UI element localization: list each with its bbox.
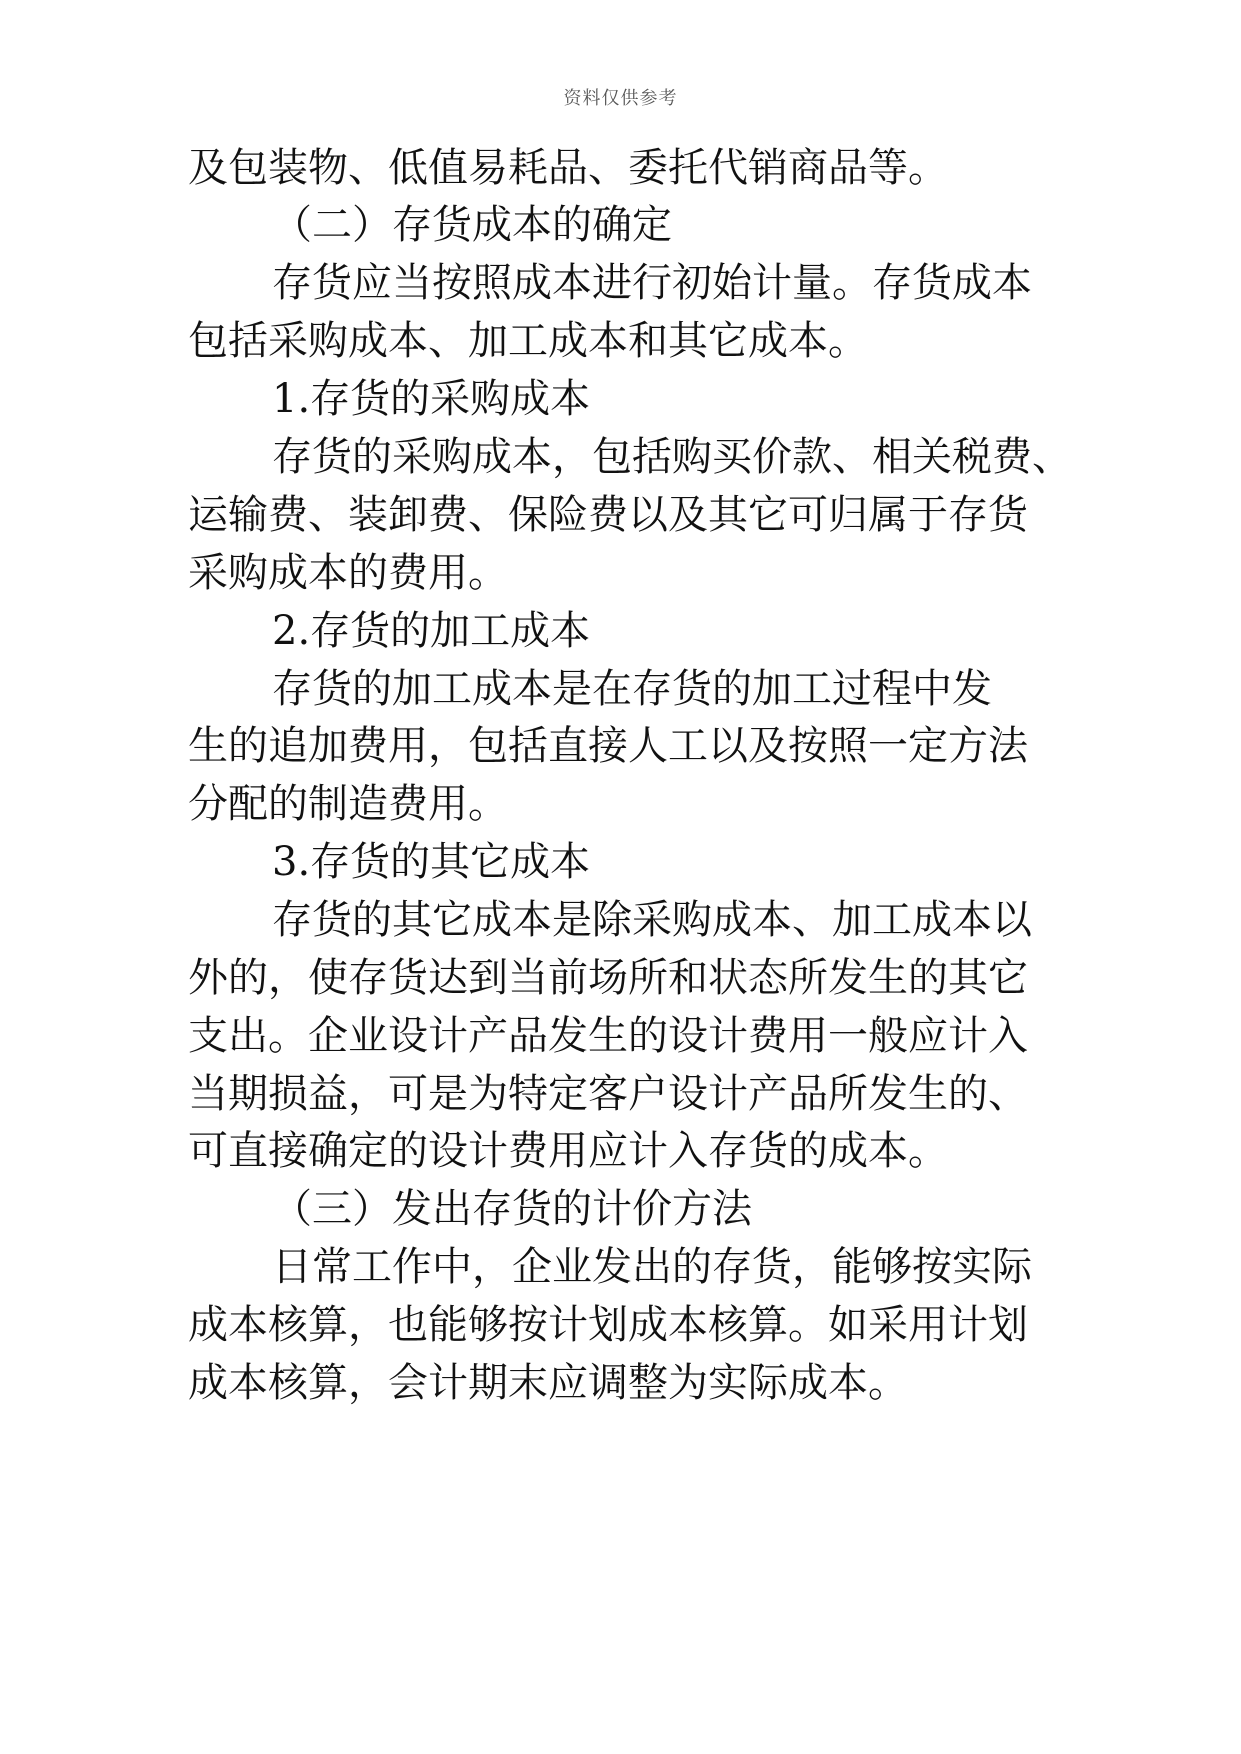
paragraph-line: 日常工作中，企业发出的存货，能够按实际 xyxy=(272,1244,1032,1290)
paragraph-line: 包括采购成本、加工成本和其它成本。 xyxy=(188,318,868,364)
paragraph-line: 运输费、装卸费、保险费以及其它可归属于存货 xyxy=(188,492,1028,538)
paragraph-line: 成本核算，也能够按计划成本核算。如采用计划 xyxy=(188,1302,1028,1348)
subsection-heading: 3.存货的其它成本 xyxy=(272,839,591,885)
section-heading: （三）发出存货的计价方法 xyxy=(272,1186,752,1232)
paragraph-line: 外的，使存货达到当前场所和状态所发生的其它 xyxy=(188,955,1028,1001)
paragraph-line: 采购成本的费用。 xyxy=(188,550,508,596)
paragraph-line: 存货的其它成本是除采购成本、加工成本以 xyxy=(272,897,1032,943)
paragraph-line: 存货应当按照成本进行初始计量。存货成本 xyxy=(272,260,1032,306)
paragraph-line: 支出。企业设计产品发生的设计费用一般应计入 xyxy=(188,1013,1028,1059)
page-header: 资料仅供参考 xyxy=(563,88,678,109)
paragraph-line: 存货的加工成本是在存货的加工过程中发 xyxy=(272,666,992,712)
subsection-heading: 2.存货的加工成本 xyxy=(272,608,591,654)
paragraph-line: 存货的采购成本，包括购买价款、相关税费、 xyxy=(272,434,1072,480)
paragraph-line: 成本核算，会计期末应调整为实际成本。 xyxy=(188,1360,908,1406)
subsection-heading: 1.存货的采购成本 xyxy=(272,376,591,422)
paragraph-line: 可直接确定的设计费用应计入存货的成本。 xyxy=(188,1128,948,1174)
text-line: 及包装物、低值易耗品、委托代销商品等。 xyxy=(188,145,948,191)
paragraph-line: 生的追加费用，包括直接人工以及按照一定方法 xyxy=(188,723,1028,769)
paragraph-line: 分配的制造费用。 xyxy=(188,781,508,827)
paragraph-line: 当期损益，可是为特定客户设计产品所发生的、 xyxy=(188,1071,1028,1117)
section-heading: （二）存货成本的确定 xyxy=(272,202,672,248)
